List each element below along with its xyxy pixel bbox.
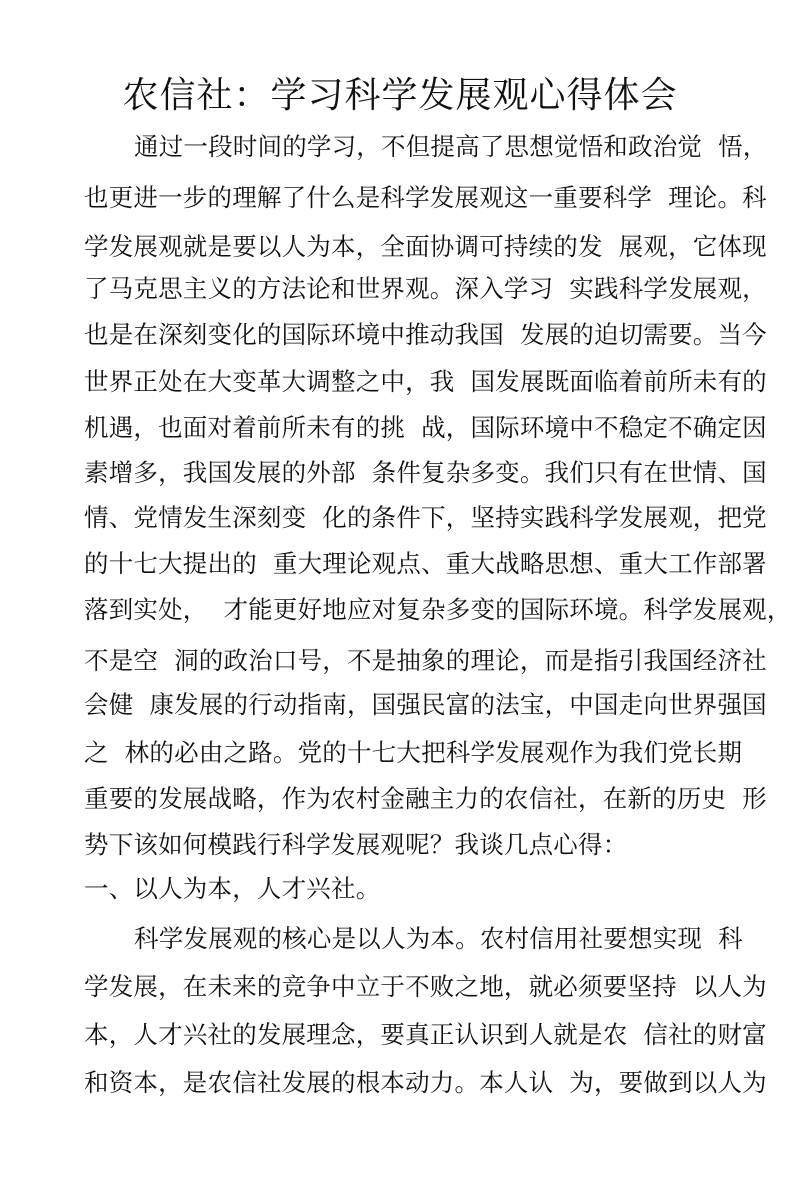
- paragraph-line: 落到实处， 才能更好地应对复杂多变的国际环境。科学发展观，: [84, 595, 792, 624]
- paragraph-line: 的十七大提出的 重大理论观点、重大战略思想、重大工作部署: [84, 549, 767, 578]
- paragraph-line: 会健 康发展的行动指南，国强民富的法宝，中国走向世界强国: [84, 690, 767, 719]
- paragraph-line: 和资本，是农信社发展的根本动力。本人认 为，要做到以人为: [84, 1068, 767, 1097]
- paragraph-line: 科学发展观的核心是以人为本。农村信用社要想实现 科: [134, 924, 743, 953]
- paragraph-line: 了马克思主义的方法论和世界观。深入学习 实践科学发展观，: [84, 274, 767, 303]
- paragraph-line: 之 林的必由之路。党的十七大把科学发展观作为我们党长期: [84, 738, 743, 767]
- paragraph-line: 本，人才兴社的发展理念，要真正认识到人就是农 信社的财富: [84, 1020, 767, 1049]
- paragraph-line: 势下该如何模践行科学发展观呢？我谈几点心得：: [84, 830, 628, 859]
- paragraph-line: 也是在深刻变化的国际环境中推动我国 发展的迫切需要。当今: [84, 320, 767, 349]
- paragraph-line: 也更进一步的理解了什么是科学发展观这一重要科学 理论。科: [84, 183, 767, 212]
- paragraph-line: 学发展，在未来的竞争中立于不败之地，就必须要坚持 以人为: [84, 972, 767, 1001]
- section-heading: 一、以人为本，人才兴社。: [84, 874, 381, 903]
- paragraph-line: 重要的发展战略，作为农村金融主力的农信社，在新的历史 形: [84, 784, 767, 813]
- paragraph-line: 素增多，我国发展的外部 条件复杂多变。我们只有在世情、国: [84, 458, 767, 487]
- paragraph-line: 不是空 洞的政治口号，不是抽象的理论，而是指引我国经济社: [84, 646, 767, 675]
- document-title: 农信社：学习科学发展观心得体会: [122, 75, 678, 116]
- paragraph-line: 通过一段时间的学习，不但提高了思想觉悟和政治觉 悟，: [134, 132, 768, 161]
- paragraph-line: 机遇，也面对着前所未有的挑 战，国际环境中不稳定不确定因: [84, 413, 767, 442]
- paragraph-line: 情、党情发生深刻变 化的条件下，坚持实践科学发展观，把党: [84, 503, 767, 532]
- paragraph-line: 世界正处在大变革大调整之中，我 国发展既面临着前所未有的: [84, 367, 767, 396]
- paragraph-line: 学发展观就是要以人为本，全面协调可持续的发 展观，它体现: [84, 232, 767, 261]
